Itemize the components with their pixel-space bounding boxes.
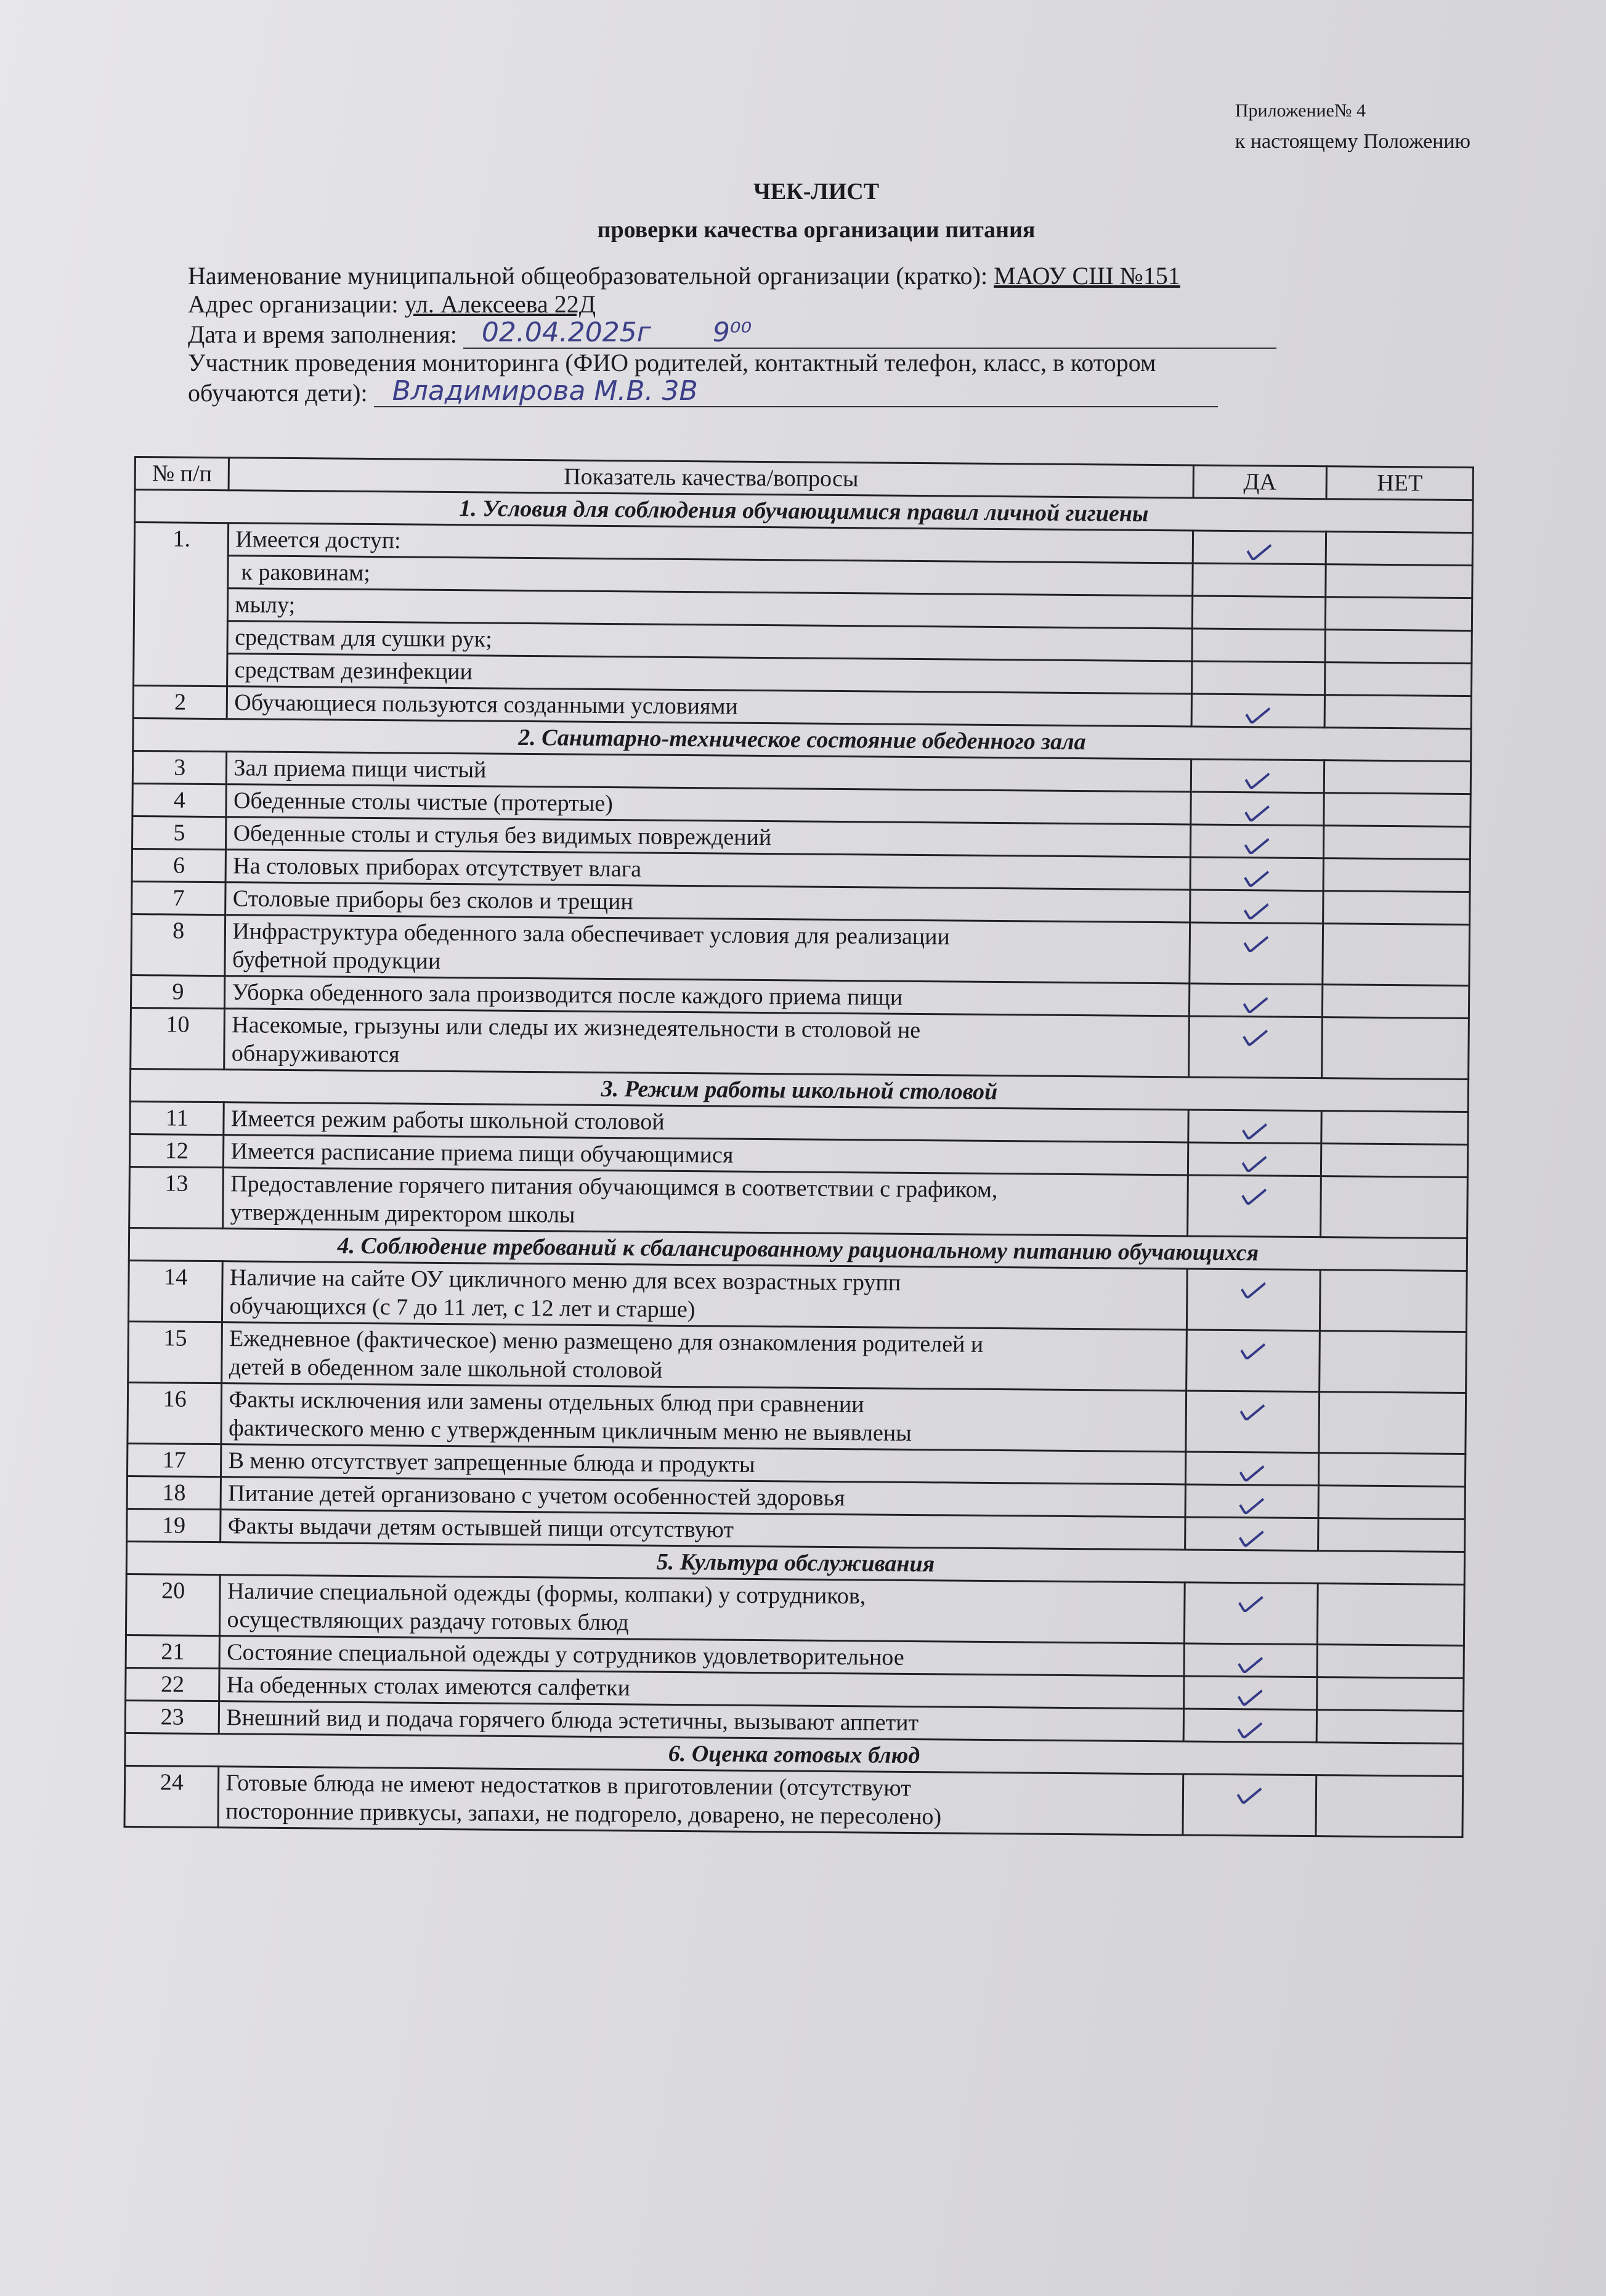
form-fields — [188, 262, 1389, 407]
question-line: Наличие специальной одежды (формы, колпаки) у сотрудников, — [227, 1578, 866, 1610]
item-question — [218, 1767, 1183, 1835]
no-cell[interactable] — [1324, 826, 1470, 860]
question-line: средствам для сушки рук; — [234, 624, 492, 653]
date-row — [188, 319, 1389, 349]
checkmark-icon — [1238, 1682, 1263, 1708]
question-line: фактического меню с утвержденным цикличным меню не выявлены — [228, 1415, 912, 1446]
checkmark-icon — [1241, 1274, 1266, 1300]
no-cell[interactable] — [1321, 1111, 1468, 1145]
item-number: 17 — [127, 1443, 221, 1476]
question-line: Насекомые, грызуны или следы их жизнедеятельности в столовой не — [232, 1012, 921, 1044]
document-title: ЧЕК-ЛИСТ — [753, 179, 880, 205]
header-no: НЕТ — [1326, 466, 1473, 500]
question-line: обучающихся (с 7 до 11 лет, с 12 лет и старше) — [229, 1293, 696, 1323]
question-line: мылу; — [235, 592, 296, 619]
checkmark-icon — [1238, 1714, 1263, 1740]
address-label: Адрес организации: — [188, 290, 399, 318]
question-line: В меню отсутствует запрещенные блюда и продукты — [228, 1447, 755, 1478]
item-number: 10 — [131, 1008, 225, 1069]
item-number: 13 — [129, 1166, 224, 1228]
section-title: 2. Санитарно-техническое состояние обеденного зала — [133, 718, 1471, 761]
section-title: 6. Оценка готовых блюд — [125, 1733, 1463, 1776]
question-line: Наличие на сайте ОУ цикличного меню для всех возрастных групп — [229, 1264, 901, 1296]
item-number: 8 — [131, 914, 225, 975]
checkmark-icon — [1239, 1457, 1265, 1483]
participant-handwritten: Владимирова М.В. 3В — [392, 375, 698, 407]
item-question — [225, 915, 1190, 983]
no-cell[interactable] — [1324, 793, 1470, 827]
checkmark-icon — [1237, 1780, 1262, 1805]
question-line: Обеденные столы чистые (протертые) — [233, 788, 614, 817]
no-cell[interactable] — [1316, 1775, 1463, 1838]
participant-label-2: обучаются дети): — [188, 379, 368, 407]
yes-cell[interactable] — [1188, 1110, 1322, 1144]
yes-cell[interactable] — [1192, 596, 1326, 630]
question-line: Столовые приборы без сколов и трещин — [232, 885, 633, 915]
checkmark-icon — [1240, 1396, 1265, 1422]
no-cell[interactable] — [1326, 532, 1472, 566]
section-title: 3. Режим работы школьной столовой — [130, 1069, 1468, 1112]
item-question — [220, 1575, 1185, 1643]
table-row — [124, 1765, 1463, 1837]
yes-cell[interactable] — [1185, 1484, 1319, 1518]
item-number: 2 — [133, 686, 227, 719]
date-handwritten: 02.04.2025г — [481, 317, 651, 348]
yes-cell[interactable] — [1186, 1391, 1320, 1453]
checkmark-icon — [1244, 928, 1269, 954]
checklist-table — [124, 456, 1474, 1838]
question-line: Факты выдачи детям остывшей пищи отсутствуют — [227, 1513, 734, 1543]
participant-fill-line — [374, 377, 1218, 407]
no-cell[interactable] — [1317, 1677, 1464, 1711]
question-line: посторонние привкусы, запахи, не подгорело, доварено, не пересолено) — [225, 1798, 942, 1830]
yes-cell[interactable] — [1190, 890, 1323, 924]
no-cell[interactable] — [1318, 1486, 1465, 1520]
checkmark-icon — [1242, 1181, 1267, 1207]
checkmark-icon — [1239, 1490, 1265, 1516]
item-number: 9 — [131, 975, 225, 1008]
yes-cell[interactable] — [1191, 694, 1325, 728]
no-cell[interactable] — [1326, 597, 1472, 631]
item-number: 21 — [126, 1635, 220, 1668]
no-cell[interactable] — [1316, 1710, 1463, 1744]
checkmark-icon — [1241, 1335, 1266, 1361]
checkmark-icon — [1245, 765, 1270, 791]
yes-cell[interactable] — [1183, 1709, 1317, 1743]
yes-cell[interactable] — [1188, 1142, 1321, 1176]
question-line: детей в обеденном зале школьной столовой — [229, 1354, 663, 1383]
question-line: На столовых приборах отсутствует влага — [233, 853, 642, 882]
org-label: Наименование муниципальной общеобразовательной организации (кратко): — [188, 262, 988, 290]
no-cell[interactable] — [1317, 1645, 1464, 1679]
no-cell[interactable] — [1324, 695, 1471, 729]
checkmark-icon — [1242, 1148, 1267, 1174]
item-number: 24 — [124, 1765, 219, 1827]
question-line: Готовые блюда не имеют недостатков в приготовлении (отсутствуют — [225, 1770, 912, 1801]
question-line: буфетной продукции — [232, 946, 441, 974]
table-row — [131, 914, 1470, 985]
question-line: утвержденным директором школы — [230, 1199, 575, 1228]
table-row — [128, 1321, 1467, 1393]
table-row — [131, 1008, 1469, 1079]
yes-cell[interactable] — [1183, 1774, 1316, 1836]
checkmark-icon — [1246, 699, 1271, 725]
table-row — [128, 1260, 1467, 1332]
section-title: 1. Условия для соблюдения обучающимися правил личной гигиены — [135, 490, 1473, 533]
item-number: 19 — [127, 1508, 221, 1542]
address-value: ул. Алексеева 22Д — [404, 290, 596, 318]
no-cell[interactable] — [1321, 1176, 1468, 1239]
question-line: На обеденных столах имеются салфетки — [226, 1672, 631, 1701]
item-number: 15 — [128, 1321, 222, 1383]
date-label: Дата и время заполнения: — [188, 320, 457, 348]
yes-cell[interactable] — [1183, 1676, 1317, 1710]
appendix-header — [1235, 96, 1470, 157]
no-cell[interactable] — [1323, 891, 1470, 925]
item-number: 7 — [132, 881, 226, 914]
item-number: 1. — [134, 523, 229, 686]
checklist-body — [124, 457, 1473, 1838]
item-number: 16 — [128, 1382, 222, 1444]
no-cell[interactable] — [1323, 924, 1470, 986]
item-number: 11 — [130, 1101, 224, 1134]
question-line: Уборка обеденного зала производится после каждого приема пищи — [232, 979, 903, 1011]
question-line: Инфраструктура обеденного зала обеспечивает условия для реализации — [232, 918, 951, 950]
checkmark-icon — [1243, 1115, 1268, 1141]
question-line: Обучающиеся пользуются созданными условиями — [234, 690, 739, 720]
question-line: Состояние специальной одежды у сотрудников удовлетворительное — [227, 1639, 904, 1671]
header-question: Показатель качества/вопросы — [229, 458, 1194, 498]
org-value: МАОУ СШ №151 — [994, 262, 1180, 290]
item-number: 6 — [132, 849, 226, 882]
yes-cell[interactable] — [1186, 1269, 1320, 1331]
checkmark-icon — [1238, 1649, 1263, 1675]
checkmark-icon — [1244, 830, 1270, 856]
yes-cell[interactable] — [1191, 759, 1324, 793]
item-question — [224, 1009, 1189, 1077]
date-fill-line — [463, 319, 1276, 349]
yes-cell[interactable] — [1193, 563, 1326, 597]
item-number: 22 — [126, 1667, 220, 1701]
appendix-reference: к настоящему Положению — [1235, 130, 1470, 153]
table-row — [126, 1574, 1464, 1645]
no-cell[interactable] — [1320, 1331, 1467, 1393]
org-row — [188, 262, 1389, 290]
checkmark-icon — [1245, 797, 1270, 823]
checkmark-icon — [1244, 895, 1269, 921]
yes-cell[interactable] — [1193, 531, 1326, 564]
appendix-number: Приложение№ 4 — [1235, 100, 1366, 121]
item-number: 18 — [127, 1476, 221, 1509]
no-cell[interactable] — [1319, 1453, 1466, 1487]
checkmark-icon — [1239, 1523, 1264, 1549]
item-number: 4 — [132, 783, 227, 816]
participant-row — [188, 349, 1389, 377]
question-line: Имеется режим работы школьной столовой — [230, 1105, 665, 1135]
no-cell[interactable] — [1325, 662, 1472, 696]
question-line: Внешний вид и подача горячего блюда эстетичны, вызывают аппетит — [226, 1704, 919, 1736]
question-line: к раковинам; — [235, 559, 371, 587]
yes-cell[interactable] — [1185, 1517, 1318, 1551]
item-number: 12 — [129, 1134, 224, 1167]
item-question — [223, 1168, 1188, 1236]
question-line: осуществляющих раздачу готовых блюд — [227, 1606, 629, 1636]
yes-cell[interactable] — [1184, 1582, 1318, 1645]
address-row — [188, 290, 1389, 319]
no-cell[interactable] — [1322, 1017, 1469, 1080]
no-cell[interactable] — [1325, 630, 1472, 664]
item-question — [221, 1383, 1186, 1452]
checkmark-icon — [1244, 863, 1270, 889]
item-number: 3 — [132, 751, 227, 784]
section-title: 5. Культура обслуживания — [126, 1541, 1464, 1584]
document-title-block — [0, 173, 1606, 249]
table-row — [128, 1382, 1466, 1454]
time-handwritten: 9⁰⁰ — [712, 317, 752, 348]
yes-cell[interactable] — [1184, 1643, 1318, 1677]
yes-cell[interactable] — [1187, 1175, 1321, 1237]
yes-cell[interactable] — [1190, 857, 1324, 891]
document-subtitle: проверки качества организации питания — [597, 217, 1036, 243]
item-number: 5 — [132, 816, 226, 849]
question-line: Факты исключения или замены отдельных блюд при сравнении — [229, 1386, 864, 1418]
checkmark-icon — [1238, 1588, 1263, 1614]
no-cell[interactable] — [1318, 1518, 1465, 1552]
no-cell[interactable] — [1323, 985, 1469, 1019]
item-question — [222, 1322, 1186, 1391]
yes-cell[interactable] — [1191, 661, 1325, 695]
no-cell[interactable] — [1320, 1270, 1467, 1332]
question-line: Имеется расписание приема пищи обучающимися — [230, 1138, 734, 1168]
yes-cell[interactable] — [1190, 922, 1323, 985]
participant-row-2 — [188, 377, 1389, 407]
checkmark-icon — [1243, 989, 1268, 1015]
header-yes: ДА — [1193, 465, 1327, 499]
question-line: Предоставление горячего питания обучающимся в соответствии с графиком, — [230, 1171, 998, 1203]
question-line: Обеденные столы и стулья без видимых повреждений — [233, 820, 772, 851]
checkmark-icon — [1243, 1022, 1268, 1048]
no-cell[interactable] — [1318, 1584, 1465, 1646]
yes-cell[interactable] — [1190, 824, 1324, 858]
question-line: обнаруживаются — [231, 1040, 400, 1068]
yes-cell[interactable] — [1192, 629, 1326, 662]
question-line: Ежедневное (фактическое) меню размещено для ознакомления родителей и — [229, 1325, 984, 1358]
no-cell[interactable] — [1326, 564, 1472, 598]
yes-cell[interactable] — [1189, 983, 1323, 1017]
section-title: 4. Соблюдение требований к сбалансированному рациональному питанию обучающихся — [129, 1227, 1467, 1271]
question-line: Имеется доступ: — [235, 526, 401, 554]
header-num: № п/п — [135, 457, 229, 491]
question-line: средствам дезинфекции — [234, 657, 473, 685]
no-cell[interactable] — [1319, 1392, 1466, 1454]
no-cell[interactable] — [1324, 760, 1470, 794]
item-number: 20 — [126, 1574, 220, 1635]
item-question — [222, 1261, 1187, 1330]
yes-cell[interactable] — [1188, 1016, 1322, 1078]
no-cell[interactable] — [1321, 1144, 1468, 1178]
question-line: Зал приема пищи чистый — [233, 755, 487, 783]
checkmark-icon — [1247, 536, 1272, 562]
question-line: Питание детей организовано с учетом особенностей здоровья — [228, 1480, 845, 1512]
participant-label: Участник проведения мониторинга (ФИО родителей, контактный телефон, класс, в котором — [188, 349, 1156, 377]
no-cell[interactable] — [1323, 858, 1470, 892]
item-number: 14 — [128, 1260, 222, 1322]
yes-cell[interactable] — [1191, 792, 1324, 826]
yes-cell[interactable] — [1186, 1330, 1320, 1392]
table-row — [129, 1166, 1468, 1238]
yes-cell[interactable] — [1185, 1452, 1319, 1486]
item-number: 23 — [125, 1700, 219, 1733]
